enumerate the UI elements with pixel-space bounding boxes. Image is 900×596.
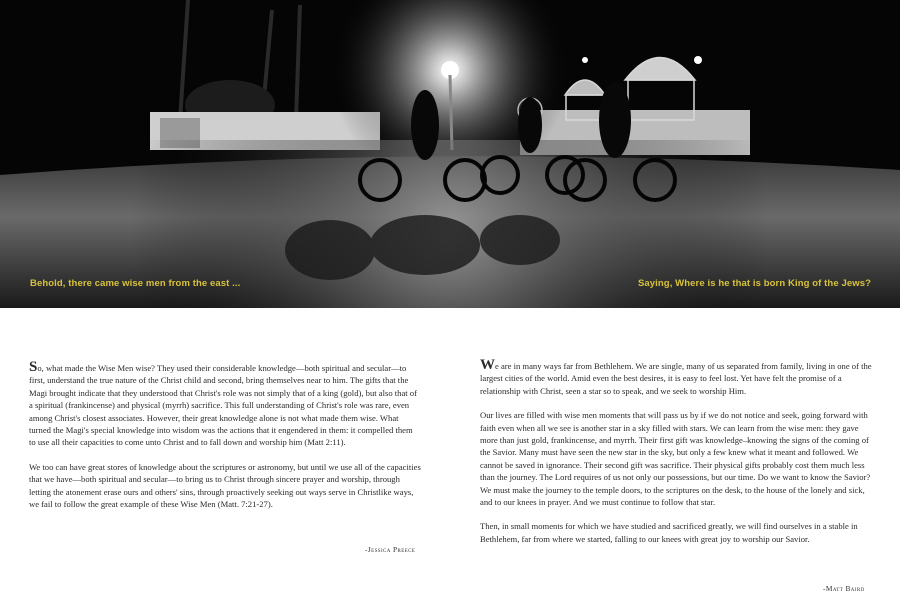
left-paragraph-1-text: o, what made the Wise Men wise? They used their considerable knowledge—both spiritual and secular—to first, understand the true nature of the Christ child and second, bring themselves near to him. The gifts that the Magi brought indicate that they understood that Christ's role was not simply that of a king (gold), but also that of a spiritual (frankincense) and physical (myrrh) sacrifice. This full understanding of Christ's role was rare, even among Christ's closest associates. However, their great knowledge alone is not what made them wise. What turned the Magi's special knowledge into wisdom was the actions that it engendered in them: it compelled them to use all their capacities to come unto Christ and to fall down and worship him (Matt 2:11). bbox=[29, 363, 417, 448]
left-column bbox=[29, 359, 421, 522]
right-paragraph-3: Then, in small moments for which we have studied and sacrificed greatly, we will find ourselves in a stable in Bethlehem, far from where we started, falling to our knees with great joy to worship our Savior. bbox=[480, 521, 858, 544]
photo-caption-left: Behold, there came wise men from the east ... bbox=[30, 278, 241, 289]
author-signature-left: -Jessica Preece bbox=[365, 545, 416, 554]
drop-cap: W bbox=[480, 357, 495, 373]
left-paragraph-2: We too can have great stores of knowledge about the scriptures or astronomy, but until we use all of the capacities that we have—both spiritual and secular—to bring us to Christ through sincere prayer and worship, through letting the atonement erase ours and others' sins, through proactively seeking out ways serve in Christlike ways, we fail to follow the great example of these Wise Men (Matt. 7:21-27). bbox=[29, 461, 421, 510]
left-paragraph-1 bbox=[29, 359, 421, 449]
right-paragraph-2: Our lives are filled with wise men moments that will pass us by if we do not notice and seek, going forward with faith even when all we see is another star in a sky filled with stars. We can learn from the wise men: they gave more than just gold, frankincense, and myrrh. Their first gift was knowledge–knowing the signs of the coming of the Savior. Many must have seen the new star in the sky, but only a few knew what it meant and followed. We cannot be saved in ignorance. Their second gift was sacrifice. Their physical gifts probably cost them much less than the journey. The Lord requires of us not only our possessions, but our time. Do we want to know the Savior? We must make the journey to the temple doors, to the scriptures on the desk, to the house of the lonely and sick, and to our knees in prayer. And we must continue to follow that star. bbox=[480, 410, 871, 508]
right-paragraph-1-text: e are in many ways far from Bethlehem. We are single, many of us separated from family, living in one of the largest cities of the world. Amid even the best desires, it is easy to feel lost. Yet have felt the promise of a relationship with Christ, seen a star so to speak, and we seek to worship Him. bbox=[480, 361, 872, 396]
right-paragraph-1 bbox=[480, 357, 872, 397]
drop-cap: S bbox=[29, 359, 38, 375]
right-column bbox=[480, 357, 872, 557]
photo-caption-right: Saying, Where is he that is born King of the Jews? bbox=[637, 278, 871, 289]
author-signature-right: -Matt Baird bbox=[823, 584, 865, 593]
